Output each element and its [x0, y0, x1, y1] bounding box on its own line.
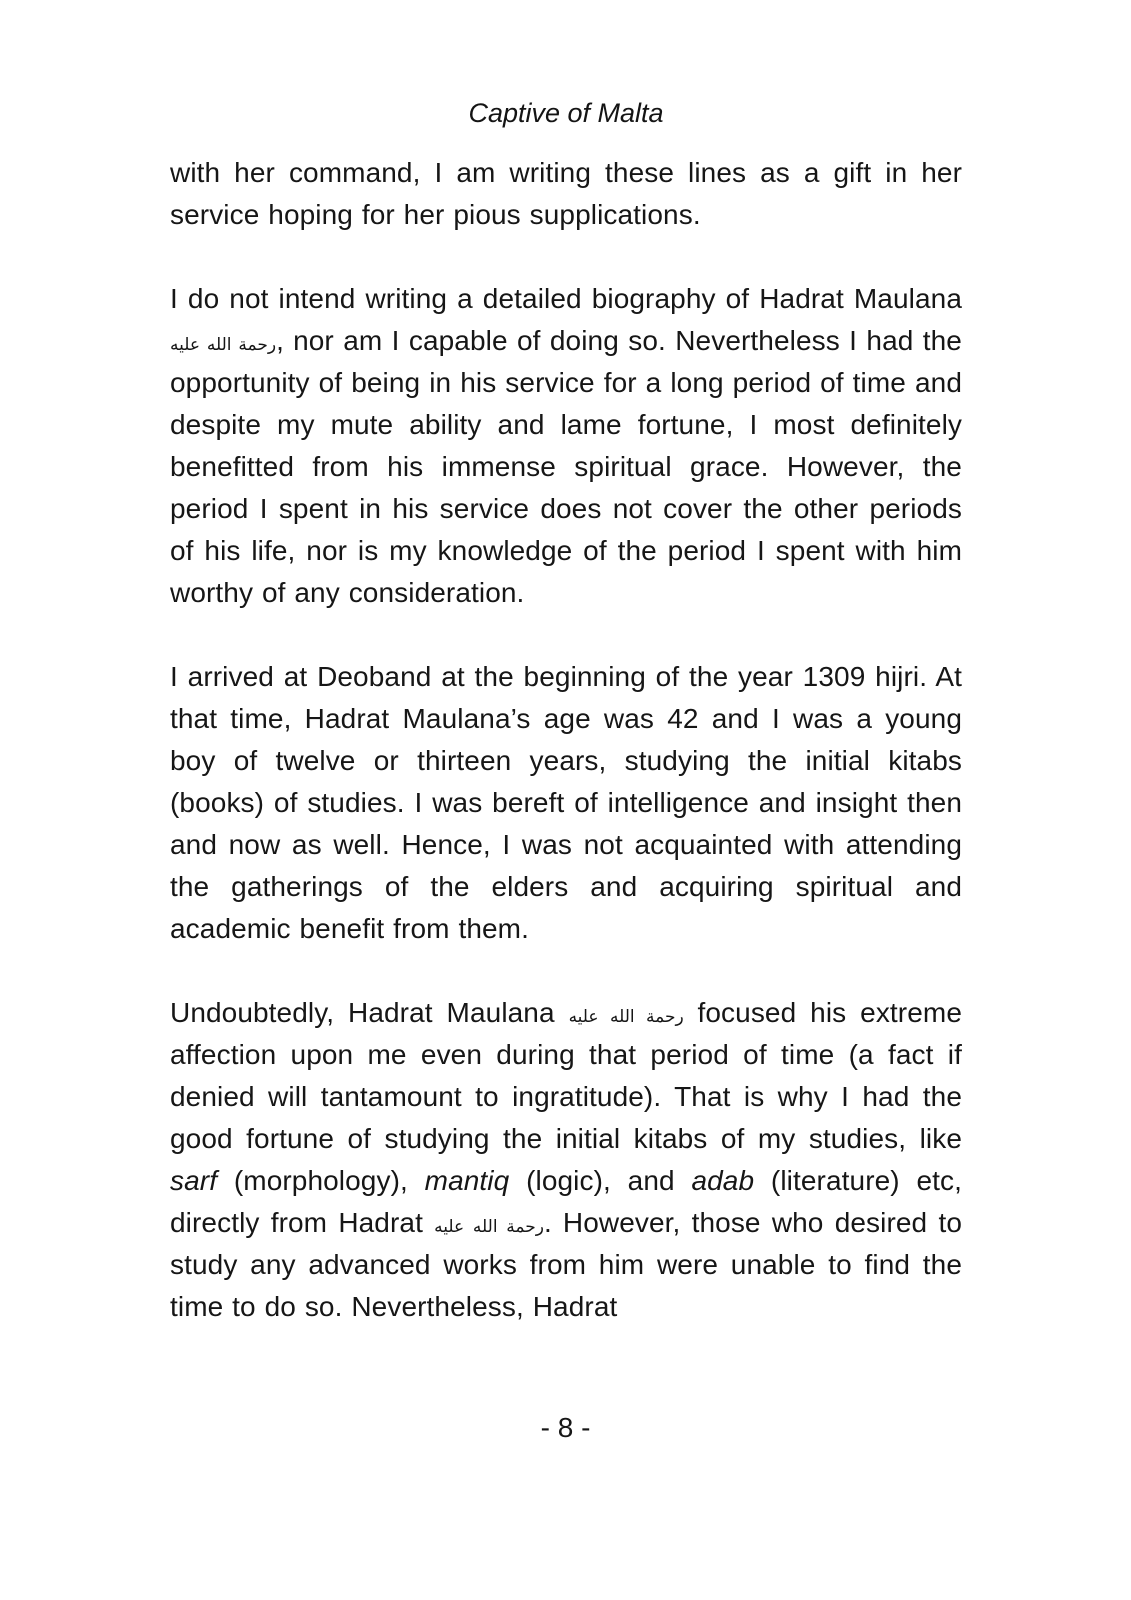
text-run: (morphology), [217, 1165, 425, 1196]
text-run: (logic), and [509, 1165, 692, 1196]
paragraph [170, 656, 962, 950]
text-run: adab [691, 1165, 755, 1196]
paragraph [170, 152, 962, 236]
paragraph [170, 992, 962, 1328]
arabic-honorific: رحمة الله عليه [434, 1217, 544, 1237]
text-run: mantiq [424, 1165, 510, 1196]
text-block [170, 96, 962, 1328]
text-run: focused his extreme affection upon me even during that period of time (a fact if denied will tantamount to ingratitude). That is why I had the good fortune of studying the initial kitabs of my studies, like [170, 997, 962, 1154]
text-run: Undoubtedly, Hadrat Maulana [170, 997, 569, 1028]
text-run: (literature) etc, directly from Hadrat [170, 1165, 963, 1238]
text-run: , nor am I capable of doing so. Nevertheless I had the opportunity of being in his service for a long period of time and despite my mute ability and lame fortune, I most definitely benefitted from his immense spiritual grace. However, the period I spent in his service does not cover the other periods of his life, nor is my knowledge of the period I spent with him worthy of any consideration. [170, 325, 962, 608]
arabic-honorific: رحمة الله عليه [568, 1007, 684, 1027]
running-head-title: Captive of Malta [468, 98, 664, 128]
paragraph [170, 278, 962, 614]
text-run: with her command, I am writing these lines as a gift in her service hoping for her pious supplications. [170, 157, 962, 230]
text-run: sarf [170, 1165, 218, 1196]
text-run: I do not intend writing a detailed biography of Hadrat Maulana [170, 283, 962, 314]
text-run: . However, those who desired to study any advanced works from him were unable to find the time to do so. Nevertheless, Hadrat [170, 1207, 962, 1322]
arabic-honorific: رحمة الله عليه [170, 335, 277, 355]
text-run: I arrived at Deoband at the beginning of the year 1309 hijri. At that time, Hadrat Maulana’s age was 42 and I was a young boy of twelve or thirteen years, studying the initial kitabs (books) of studies. I was bereft of intelligence and insight then and now as well. Hence, I was not acquainted with attending the gatherings of the elders and acquiring spiritual and academic benefit from them. [170, 661, 962, 944]
page-number: - 8 - [540, 1412, 591, 1443]
body-paragraphs [170, 152, 962, 1328]
